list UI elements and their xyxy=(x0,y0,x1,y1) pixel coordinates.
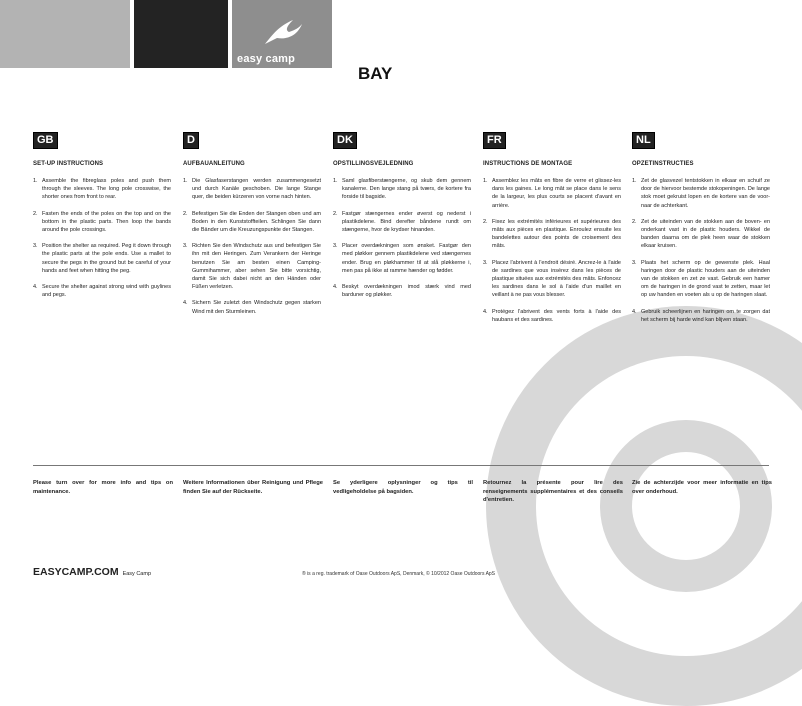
list-item: 1. Assemblez les mâts en fibre de verre et glissez-les dans les gaines. Le long mât se place dans le sens de la largeur, les plus courts se placent d'avant en arrière. xyxy=(483,178,621,209)
column-heading: OPSTILLINGSVEJLEDNING xyxy=(333,161,414,167)
steps-list xyxy=(632,177,770,324)
list-item: 1. Saml glasfiberstængerne, og skub dem gennem kanalerne. Den lange stang på tværs, de kortere fra forside til bagside. xyxy=(333,178,471,201)
list-item: 2. Fixez les extrémités inférieures et supérieures des mâts aux pièces en plastique. Enroulez ensuite les bandelettes autour des points de croisement des mâts. xyxy=(483,218,621,250)
list-item: 3. Plaats het scherm op de gewenste plek. Haal haringen door de plastic houders aan de uiteinden van de stokken en zet ze vast. Gebruik een hamer om de haringen in de grond vast te zetten, maar let op uw handen en voeten als u op de haringen slaat. xyxy=(632,259,770,299)
list-item: 4. Beskyt overdækningen imod stærk vind med barduner og pløkker. xyxy=(333,284,471,299)
page-title: BAY xyxy=(358,64,393,83)
column-fr xyxy=(483,130,621,332)
footer-note-nl: Zie de achterzijde voor meer informatie en tips over onderhoud. xyxy=(632,480,772,495)
trademark-note: ® is a reg. trademark of Oase Outdoors ApS, Denmark, © 10/2012 Oase Outdoors ApS xyxy=(302,571,496,577)
list-item: 1. Die Glasfaserstangen werden zusammengesetzt und durch Kanäle geschoben. Die lange Stange quer, die beiden kürzeren von vorne nach hinten. xyxy=(183,178,321,201)
column-heading: SET-UP INSTRUCTIONS xyxy=(33,161,104,167)
list-item: 1. Assemble the fibreglass poles and push them through the sleeves. The long pole crosswise, the shorter ones from front to rear. xyxy=(33,178,171,201)
lang-badge-fr: FR xyxy=(483,132,506,149)
brand-logo: easy camp xyxy=(237,53,296,65)
footer-domain: EASYCAMP.COM xyxy=(33,566,119,578)
column-gb xyxy=(33,130,171,307)
list-item: 2. Fasten the ends of the poles on the top and on the bottom in the plastic parts. Then loop the bands around the pole crossings. xyxy=(33,210,171,234)
steps-list xyxy=(33,177,171,299)
list-item: 1. Zet de glasvezel tentstokken in elkaar en schuif ze door de hiervoor bestemde stokopeningen. De lange stok moet gekruist lopen en de kortere van de voor- naar de achterkant. xyxy=(632,178,770,209)
footer-note-gb: Please turn over for more info and tips on maintenance. xyxy=(33,480,173,495)
steps-list xyxy=(183,177,321,316)
list-item: 4. Secure the shelter against strong wind with guylines and pegs. xyxy=(33,284,171,299)
footer-note-d: Weitere Informationen über Reinigung und Pflege finden Sie auf der Rückseite. xyxy=(183,480,323,495)
footer-note-dk: Se yderligere oplysninger og tips til vedligeholdelse på bagsiden. xyxy=(333,480,473,495)
column-heading: INSTRUCTIONS DE MONTAGE xyxy=(483,161,573,167)
column-d xyxy=(183,130,321,324)
list-item: 4. Gebruik scheerlijnen en haringen om te zorgen dat het scherm bij harde wind kan blijven staan. xyxy=(632,308,770,323)
lang-badge-dk: DK xyxy=(333,132,357,149)
header-block-dark xyxy=(134,0,228,68)
list-item: 3. Position the shelter as required. Peg it down through the plastic parts at the pole ends. Use a mallet to secure the pegs in the ground but be careful of your hands and feet when hitting the peg. xyxy=(33,243,171,274)
header-block-light xyxy=(0,0,130,68)
divider xyxy=(33,465,769,466)
list-item: 2. Zet de uiteinden van de stokken aan de boven- en onderkant vast in de plastic houders. Wikkel de banden daarna om de plek heen waar de stokken elkaar kruisen. xyxy=(632,218,770,250)
steps-list xyxy=(333,177,471,299)
list-item: 2. Befestigen Sie die Enden der Stangen oben und am Boden in den Kunststoffteilen. Schlingen Sie dann die Bänder um die Kreuzungspunkte der Stangen. xyxy=(183,210,321,234)
decor-ring-inner xyxy=(600,420,772,592)
list-item: 3. Placer overdækningen som ønsket. Fastgør den med pløkker gennem plastikdelene ved stængernes ender. Brug en pløkhammer til at slå pløkkerne i, men pas på ikke at ramme hænder og fødder. xyxy=(333,243,471,274)
lang-badge-gb: GB xyxy=(33,132,58,149)
lang-badge-d: D xyxy=(183,132,199,149)
steps-list xyxy=(483,177,621,324)
list-item: 4. Protégez l'abrivent des vents forts à l'aide des haubans et des sardines. xyxy=(483,308,621,323)
column-dk xyxy=(333,130,471,307)
list-item: 4. Sichern Sie zuletzt den Windschutz gegen starken Wind mit den Sturmleinen. xyxy=(183,300,321,315)
footer-note-fr: Retournez la présente pour lire des renseignements supplémentaires et des conseils d'entretien. xyxy=(483,480,623,503)
list-item: 2. Fastgør stængernes ender øverst og nederst i plastikdelene. Bind derefter båndene rundt om stængerne, hvor de krydser hinanden. xyxy=(333,210,471,234)
bird-logo-icon xyxy=(263,14,303,50)
list-item: 3. Placez l'abrivent à l'endroit désiré. Ancrez-le à l'aide de sardines que vous insérez dans les pièces de plastique situées aux extrémités des mâts. Enfoncez les sardines dans le sol à l'aide d'un maillet en veillant à ne pas vous blesser. xyxy=(483,259,621,299)
footer-brand-sub: Easy Camp xyxy=(122,571,152,577)
list-item: 3. Richten Sie den Windschutz aus und befestigen Sie ihn mit den Heringen. Zum Verankern der Heringe benutzen Sie am besten einen Camping-Gummihammer, aber sehen Sie bitte vorsichtig, damit Sie sich dabei nicht an den Händen oder Füßen verletzen. xyxy=(183,243,321,291)
column-heading: AUFBAUANLEITUNG xyxy=(183,161,245,167)
column-heading: OPZETINSTRUCTIES xyxy=(632,161,694,167)
column-nl xyxy=(632,130,770,332)
lang-badge-nl: NL xyxy=(632,132,655,149)
footer-brand xyxy=(33,566,151,578)
